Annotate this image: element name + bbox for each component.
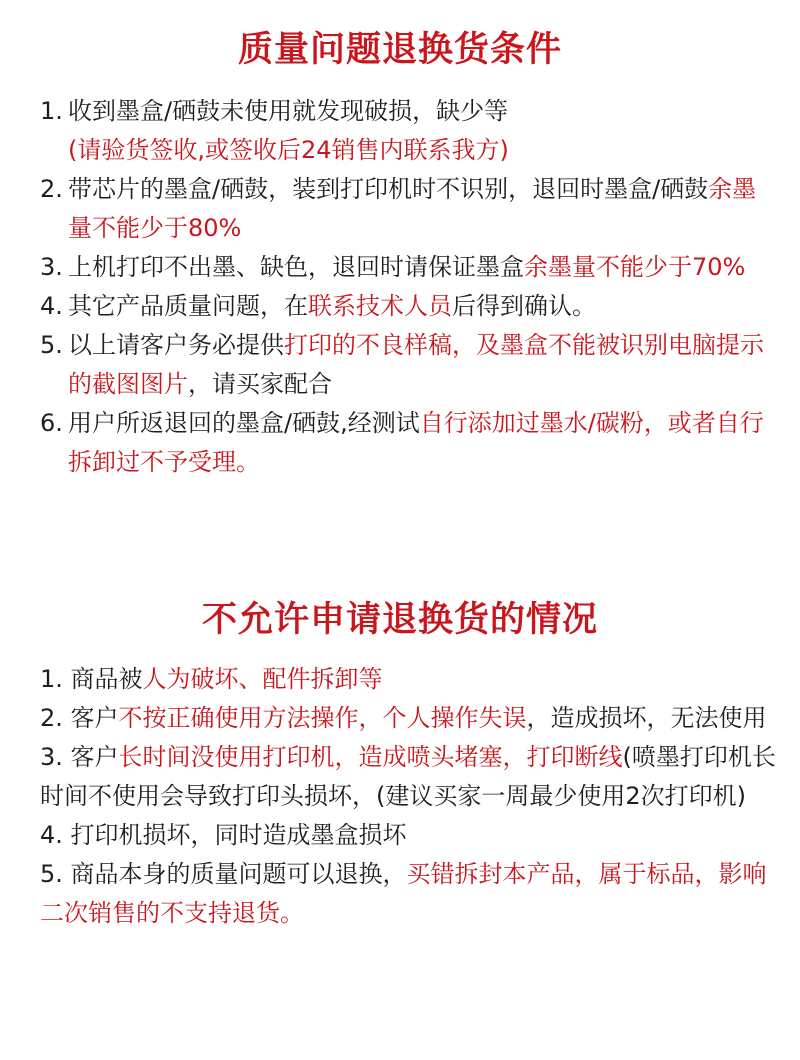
- item-number: 2.: [40, 704, 63, 732]
- quality-return-conditions-list: [40, 92, 780, 482]
- item-highlight: (请验货签收,或签收后24销售内联系我方): [68, 136, 509, 164]
- item-number: 5.: [40, 331, 63, 359]
- item-highlight: 人为破坏、配件拆卸等: [142, 665, 383, 693]
- list-item: [40, 699, 780, 738]
- item-highlight: 买错拆封本产品，属于标品，影响二次销售的不支持退货。: [40, 860, 767, 927]
- no-return-conditions-list: [40, 660, 780, 933]
- list-item: [40, 738, 780, 816]
- item-number: 1.: [40, 97, 63, 125]
- item-number: 5.: [40, 860, 63, 888]
- section-2-title: 不允许申请退换货的情况: [201, 600, 598, 640]
- section-1-title: 质量问题退换货条件: [237, 30, 562, 70]
- item-number: 6.: [40, 409, 63, 437]
- item-number: 2.: [40, 175, 63, 203]
- item-text: 带芯片的墨盒/硒鼓，装到打印机时不识别，退回时墨盒/硒鼓: [68, 175, 709, 203]
- item-number: 4.: [40, 821, 63, 849]
- list-item: [40, 92, 780, 170]
- item-text-after: ，请买家配合: [188, 370, 332, 398]
- item-text: 用户所返退回的墨盒/硒鼓,经测试: [68, 409, 420, 437]
- item-highlight: 打印的不良样稿，及墨盒不能被识别电脑提示的截图图片: [68, 331, 764, 398]
- item-number: 3.: [40, 253, 63, 281]
- item-number: 3.: [40, 743, 63, 771]
- item-text: 打印机损坏，同时造成墨盒损坏: [70, 821, 407, 849]
- item-number: 4.: [40, 292, 63, 320]
- item-text: 客户: [70, 704, 119, 732]
- item-highlight: 长时间没使用打印机，造成喷头堵塞，打印断线: [118, 743, 623, 771]
- item-highlight: 不按正确使用方法操作，个人操作失误: [118, 704, 527, 732]
- item-text: 客户: [70, 743, 119, 771]
- item-text-after: 后得到确认。: [452, 292, 596, 320]
- item-number: 1.: [40, 665, 63, 693]
- item-highlight: 联系技术人员: [308, 292, 452, 320]
- item-highlight: 自行添加过墨水/碳粉，或者自行拆卸过不予受理。: [68, 409, 764, 476]
- item-text: 以上请客户务必提供: [68, 331, 284, 359]
- list-item: [40, 170, 780, 248]
- list-item: [40, 855, 780, 933]
- list-item: [40, 816, 780, 855]
- list-item: [40, 660, 780, 699]
- list-item: [40, 287, 780, 326]
- list-item: [40, 248, 780, 287]
- item-text-after: ，造成损坏，无法使用: [526, 704, 767, 732]
- item-highlight: 余墨量不能少于80%: [68, 175, 757, 242]
- item-text: 商品本身的质量问题可以退换，: [70, 860, 407, 888]
- item-text-after: (喷墨打印机长时间不使用会导致打印头损坏，(建议买家一周最少使用2次打印机): [40, 743, 776, 810]
- item-text: 商品被: [70, 665, 143, 693]
- item-text: 其它产品质量问题，在: [68, 292, 308, 320]
- item-highlight: 余墨量不能少于70%: [524, 253, 746, 281]
- item-text: 收到墨盒/硒鼓未使用就发现破损，缺少等: [68, 97, 509, 125]
- list-item: [40, 404, 780, 482]
- item-text: 上机打印不出墨、缺色，退回时请保证墨盒: [68, 253, 524, 281]
- list-item: [40, 326, 780, 404]
